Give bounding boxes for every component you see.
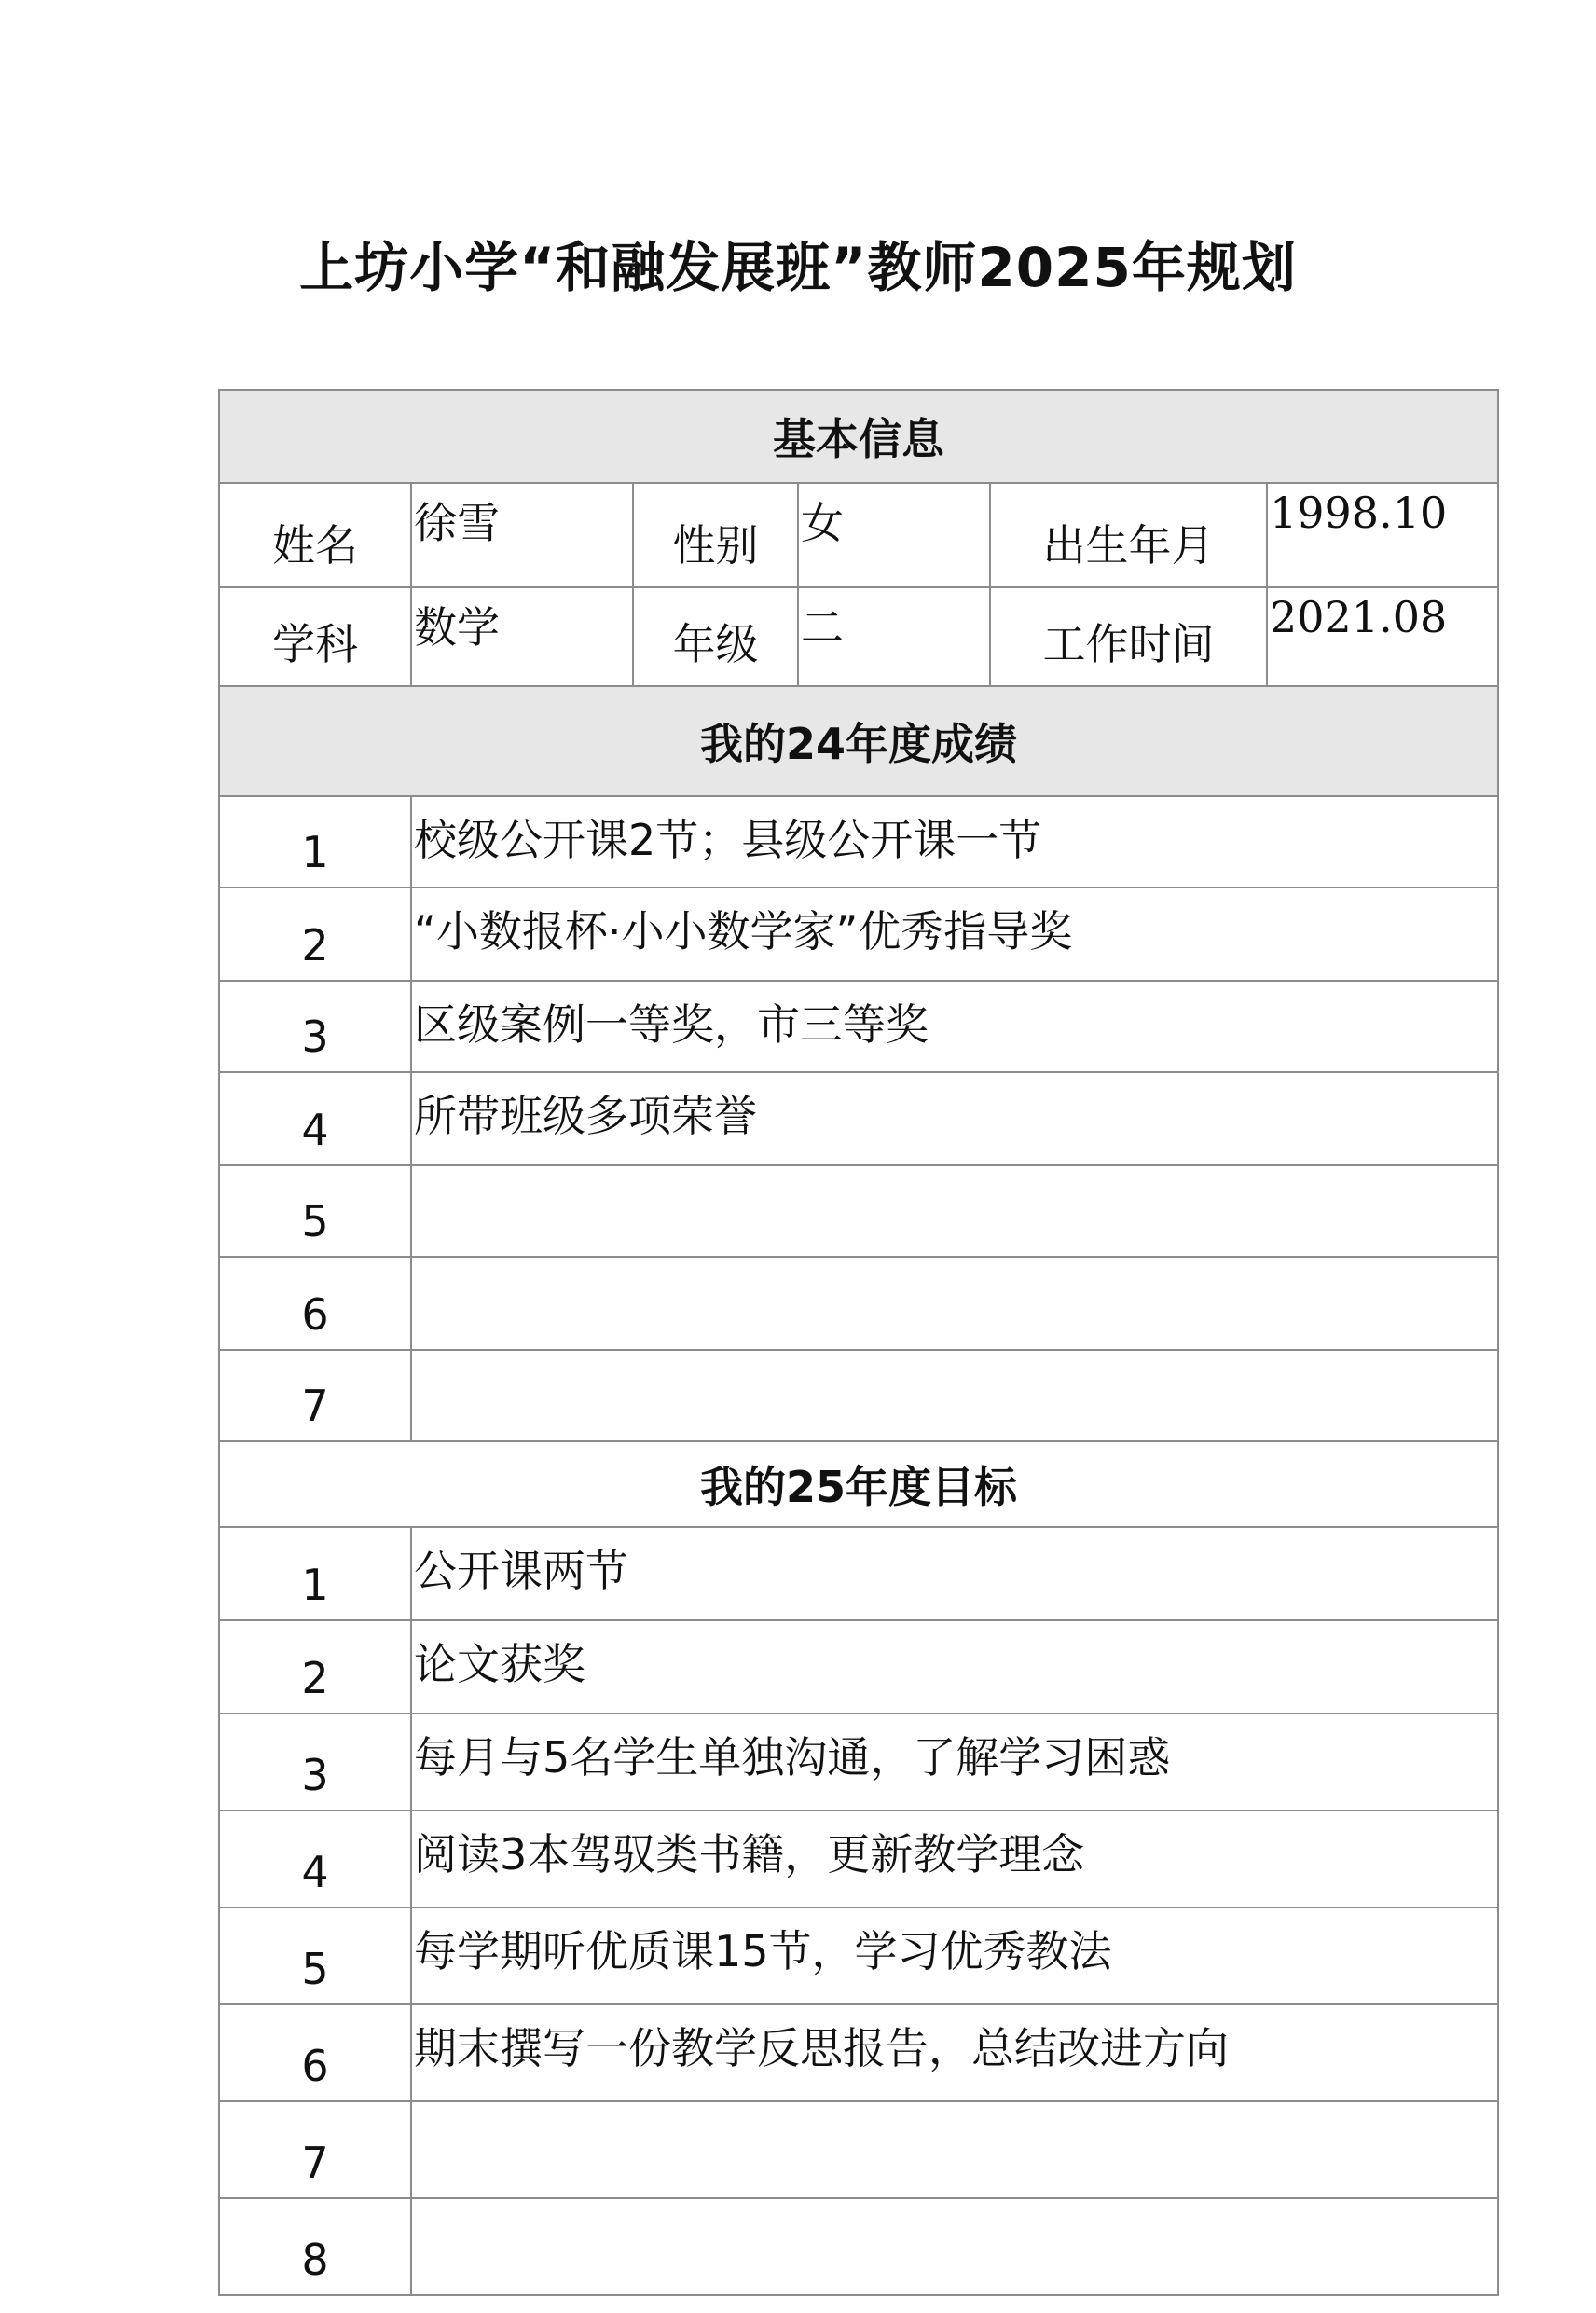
birth-label: 出生年月 [990,483,1267,587]
achievement-row [219,1257,1498,1350]
row-number: 3 [219,981,411,1072]
achievement-row [219,796,1498,888]
row-number: 5 [219,1907,411,2004]
name-value: 徐雪 [411,483,633,587]
page-title: 上坊小学“和融发展班”教师2025年规划 [299,236,1297,299]
work-value: 2021.08 [1267,587,1498,686]
row-number: 4 [219,1810,411,1907]
goal-row [219,1810,1498,1907]
achievement-row [219,1072,1498,1165]
achievement-text: “小数报杯·小小数学家”优秀指导奖 [411,888,1498,981]
row-number: 6 [219,1257,411,1350]
achievement-row [219,1350,1498,1441]
goal-text [411,2198,1498,2295]
work-label: 工作时间 [990,587,1267,686]
gender-label: 性别 [633,483,798,587]
row-number: 1 [219,796,411,888]
gender-value: 女 [798,483,990,587]
row-number: 7 [219,1350,411,1441]
row-number: 3 [219,1714,411,1810]
basic-row-1 [219,483,1498,587]
section-basic-info [219,390,1498,483]
achievement-text [411,1165,1498,1257]
goal-row [219,2004,1498,2101]
goal-row [219,1907,1498,2004]
section-header: 基本信息 [219,390,1498,483]
goal-text: 阅读3本驾驭类书籍，更新教学理念 [411,1810,1498,1907]
goal-row [219,2198,1498,2295]
goal-text: 论文获奖 [411,1620,1498,1714]
row-number: 8 [219,2198,411,2295]
grade-value: 二 [798,587,990,686]
achievement-text: 所带班级多项荣誉 [411,1072,1498,1165]
section-header: 我的24年度成绩 [219,686,1498,796]
goal-text: 每学期听优质课15节，学习优秀教法 [411,1907,1498,2004]
goal-row [219,1714,1498,1810]
goal-row [219,1527,1498,1620]
achievement-row [219,1165,1498,1257]
achievement-text: 区级案例一等奖，市三等奖 [411,981,1498,1072]
row-number: 4 [219,1072,411,1165]
achievement-text [411,1350,1498,1441]
name-label: 姓名 [219,483,411,587]
goal-text [411,2101,1498,2198]
row-number: 1 [219,1527,411,1620]
plan-table [218,389,1499,2296]
row-number: 6 [219,2004,411,2101]
goal-row [219,1620,1498,1714]
row-number: 2 [219,1620,411,1714]
row-number: 7 [219,2101,411,2198]
birth-value: 1998.10 [1267,483,1498,587]
goal-text: 每月与5名学生单独沟通，了解学习困惑 [411,1714,1498,1810]
achievement-row [219,981,1498,1072]
achievement-text [411,1257,1498,1350]
goal-text: 公开课两节 [411,1527,1498,1620]
basic-row-2 [219,587,1498,686]
row-number: 5 [219,1165,411,1257]
section-goals [219,1441,1498,1527]
subject-value: 数学 [411,587,633,686]
grade-label: 年级 [633,587,798,686]
section-header: 我的25年度目标 [219,1441,1498,1527]
section-achievements [219,686,1498,796]
achievement-row [219,888,1498,981]
subject-label: 学科 [219,587,411,686]
goal-row [219,2101,1498,2198]
row-number: 2 [219,888,411,981]
goal-text: 期末撰写一份教学反思报告，总结改进方向 [411,2004,1498,2101]
achievement-text: 校级公开课2节；县级公开课一节 [411,796,1498,888]
